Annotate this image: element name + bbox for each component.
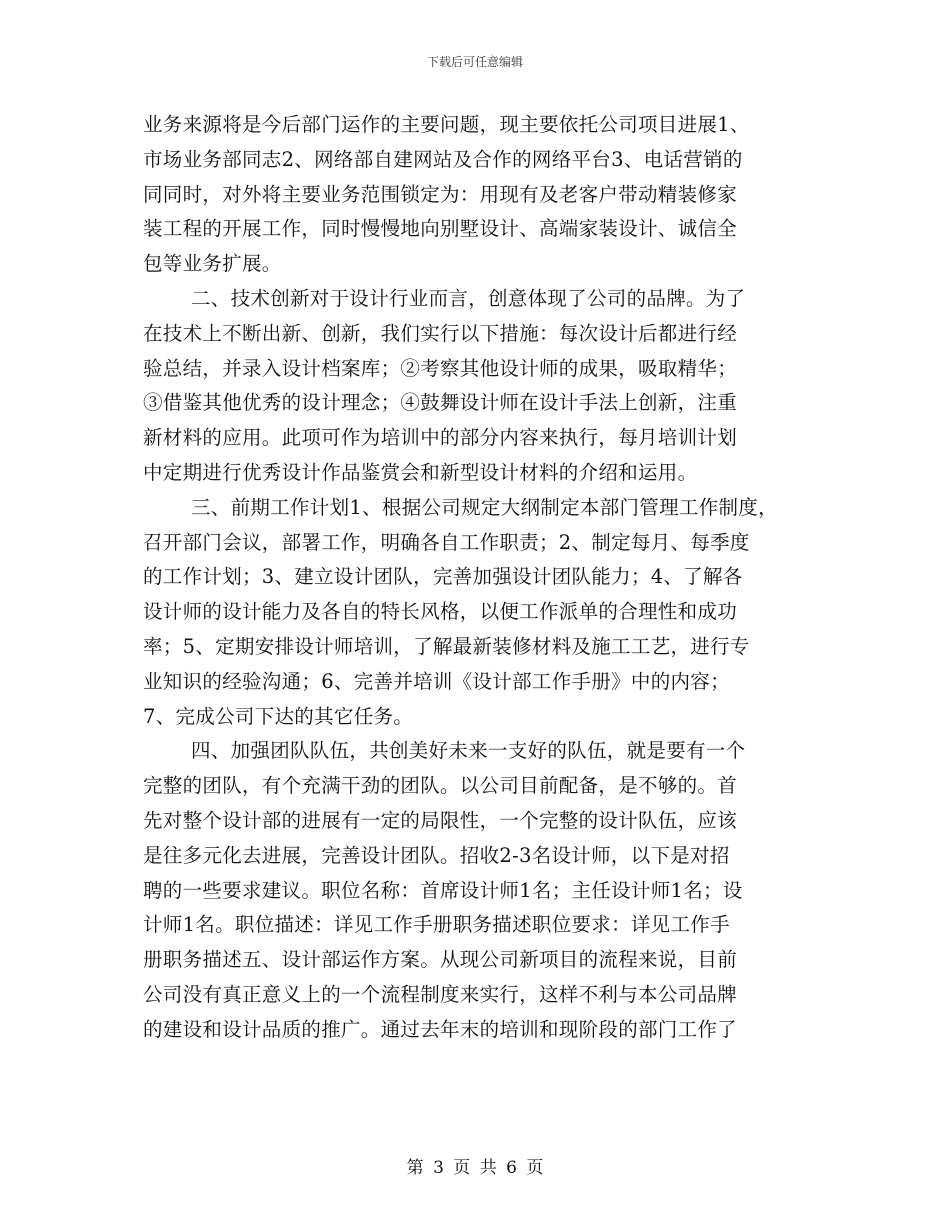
- text-line: 召开部门会议，部署工作，明确各自工作职责；2、制定每月、每季度: [143, 530, 750, 554]
- text-line: 业务来源将是今后部门运作的主要问题，现主要依托公司项目进展1、: [143, 113, 750, 136]
- text-line: 7、完成公司下达的其它任务。: [143, 704, 414, 728]
- text-line: 的建设和设计品质的推广。通过去年末的培训和现阶段的部门工作了: [143, 1017, 738, 1041]
- text-line: 市场业务部同志2、网络部自建网站及合作的网络平台3、电话营销的: [143, 147, 743, 171]
- text-line: 是往多元化去进展，完善设计团队。招收2-3名设计师，以下是对招: [143, 843, 730, 867]
- text-line: 验总结，并录入设计档案库；②考察其他设计师的成果，吸取精华；: [143, 356, 738, 380]
- document-body: [143, 108, 823, 1048]
- text-line: 计师1名。职位描述：详见工作手册职务描述职位要求：详见工作手: [143, 913, 730, 937]
- text-line: 的工作计划；3、建立设计团队，完善加强设计团队能力；4、了解各: [143, 565, 743, 589]
- text-line: 业知识的经验沟通；6、完善并培训《设计部工作手册》中的内容；: [143, 669, 730, 693]
- text-line: 率；5、定期安排设计师培训，了解最新装修材料及施工工艺，进行专: [143, 634, 750, 658]
- text-line: 包等业务扩展。: [143, 252, 282, 276]
- page-number-footer: 第 3 页 共 6 页: [406, 1158, 544, 1178]
- text-line: 中定期进行优秀设计作品鉴赏会和新型设计材料的介绍和运用。: [143, 460, 698, 484]
- text-line: 设计师的设计能力及各自的特长风格，以便工作派单的合理性和成功: [143, 600, 738, 624]
- text-line: 聘的一些要求建议。职位名称：首席设计师1名；主任设计师1名；设: [143, 878, 743, 902]
- text-line: 公司没有真正意义上的一个流程制度来实行，这样不利与本公司品牌: [143, 982, 738, 1006]
- text-line: 同同时，对外将主要业务范围锁定为：用现有及老客户带动精装修家: [143, 182, 738, 206]
- text-line: 新材料的应用。此项可作为培训中的部分内容来执行，每月培训计划: [143, 426, 738, 450]
- text-line: 册职务描述五、设计部运作方案。从现公司新项目的流程来说，目前: [143, 948, 738, 972]
- paragraph-start-line: 四、加强团队队伍，共创美好未来一支好的队伍，就是要有一个: [191, 739, 746, 763]
- text-line: 装工程的开展工作，同时慢慢地向别墅设计、高端家装设计、诚信全: [143, 217, 738, 241]
- page-header: 下载后可任意编辑: [426, 55, 523, 69]
- paragraph-start-line: 三、前期工作计划1、根据公司规定大纲制定本部门管理工作制度，: [191, 495, 778, 519]
- text-line: 完整的团队，有个充满干劲的团队。以公司目前配备，是不够的。首: [143, 774, 738, 798]
- paragraph-start-line: 二、技术创新对于设计行业而言，创意体现了公司的品牌。为了: [191, 286, 746, 310]
- text-line: 先对整个设计部的进展有一定的局限性，一个完整的设计队伍，应该: [143, 808, 738, 832]
- text-line: ③借鉴其他优秀的设计理念；④鼓舞设计师在设计手法上创新，注重: [143, 391, 738, 415]
- text-line: 在技术上不断出新、创新，我们实行以下措施：每次设计后都进行经: [143, 321, 738, 345]
